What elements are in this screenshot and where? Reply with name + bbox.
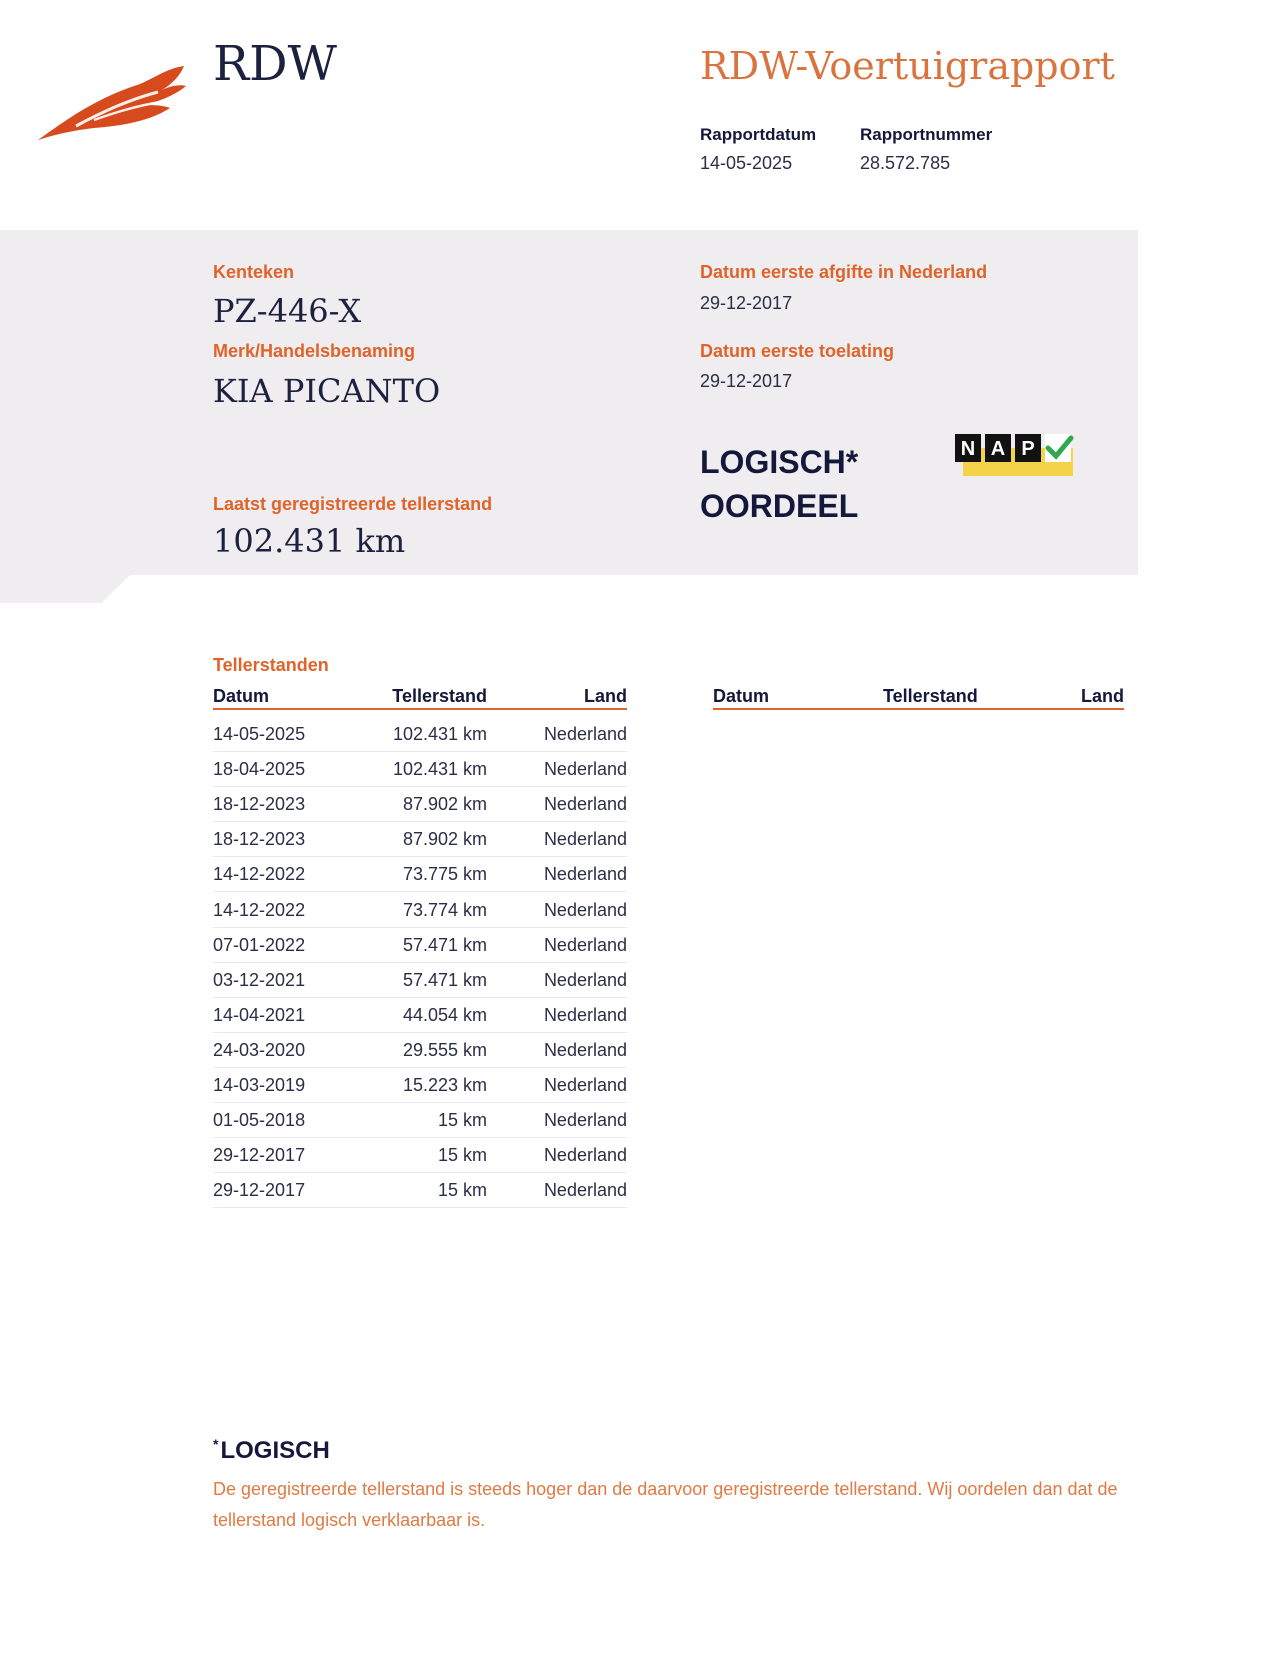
cell-date: 14-12-2022 [213,899,306,920]
cell-country: Nederland [543,1180,627,1201]
cell-odometer: 87.902 km [402,829,487,850]
cell-country: Nederland [543,1110,627,1131]
odometer-label: Laatst geregistreerde tellerstand [213,494,493,514]
report-number-label: Rapportnummer [860,125,993,144]
cell-odometer: 87.902 km [402,794,487,815]
first-issue-nl-label: Datum eerste afgifte in Nederland [700,262,988,282]
report-number: 28.572.785 [860,153,951,173]
cell-odometer: 57.471 km [402,934,487,955]
footnote-title-text: LOGISCH [220,1437,330,1464]
cell-date: 14-05-2025 [213,724,306,744]
report-title: RDW-Voertuigrapport [700,44,1115,88]
cell-odometer: 102.431 km [392,724,487,744]
first-issue-nl-date: 29-12-2017 [700,293,793,313]
cell-date: 18-04-2025 [213,759,306,780]
panel-tab-shape [0,575,130,603]
cell-date: 14-12-2022 [213,864,306,885]
table-row [213,1032,627,1068]
report-date: 14-05-2025 [700,153,793,173]
cell-country: Nederland [543,934,627,955]
first-admission-date: 29-12-2017 [700,371,793,391]
col-header-country: Land [584,686,627,706]
cell-date: 24-03-2020 [213,1039,306,1060]
col-header-date-right: Datum [713,686,770,706]
cell-date: 18-12-2023 [213,829,306,850]
cell-date: 29-12-2017 [213,1180,306,1201]
nap-letter-n: N [960,438,976,460]
cell-odometer: 15 km [437,1145,487,1166]
table-row [213,1067,627,1103]
cell-odometer: 73.774 km [402,899,487,920]
cell-date: 03-12-2021 [213,969,306,990]
table-row [213,786,627,822]
footnote-star: * [213,1436,219,1452]
cell-country: Nederland [543,1145,627,1166]
cell-country: Nederland [543,829,627,850]
cell-date: 07-01-2022 [213,934,306,955]
nap-badge [955,434,1075,478]
cell-date: 14-03-2019 [213,1075,306,1095]
cell-odometer: 73.775 km [402,864,487,885]
cell-country: Nederland [543,759,627,780]
table-header-rule-right [713,708,1124,710]
table-row [213,997,627,1033]
cell-date: 29-12-2017 [213,1145,306,1166]
license-plate: PZ-446-X [213,292,362,330]
cell-date: 18-12-2023 [213,794,306,815]
cell-country: Nederland [543,1075,627,1095]
footnote-text: De geregistreerde tellerstand is steeds hoger dan de daarvoor geregistreerde tellerstand. Wij oordelen dan dat de tellerstand logisch verklaarbaar is. [213,1479,1118,1530]
odometer-verdict [700,440,858,528]
table-row [213,892,627,928]
col-header-country-right: Land [1081,686,1124,706]
nap-letter-p: P [1021,438,1035,460]
cell-odometer: 15 km [437,1110,487,1131]
cell-country: Nederland [543,1004,627,1025]
rdw-logo [36,62,188,144]
table-row [213,1102,627,1138]
cell-country: Nederland [543,724,627,744]
table-header-rule [213,708,627,710]
cell-country: Nederland [543,899,627,920]
last-odometer: 102.431 km [213,522,406,560]
cell-country: Nederland [543,864,627,885]
report-date-label: Rapportdatum [700,125,817,144]
verdict-line-2: OORDEEL [700,488,859,524]
make-label: Merk/Handelsbenaming [213,341,416,361]
cell-odometer: 15.223 km [402,1075,487,1095]
cell-country: Nederland [543,1039,627,1060]
col-header-date: Datum [213,686,270,706]
col-header-odometer-right: Tellerstand [883,686,978,706]
cell-country: Nederland [543,794,627,815]
cell-odometer: 29.555 km [402,1039,487,1060]
cell-country: Nederland [543,969,627,990]
make-model: KIA PICANTO [213,372,441,410]
table-row [213,962,627,998]
table-row [213,821,627,857]
table-row [213,751,627,787]
table-row [213,856,627,892]
first-admission-label: Datum eerste toelating [700,341,895,361]
table-row [213,716,627,752]
cell-odometer: 102.431 km [392,759,487,780]
cell-odometer: 15 km [437,1180,487,1201]
col-header-odometer: Tellerstand [392,686,487,706]
cell-date: 14-04-2021 [213,1004,306,1025]
footnote-title [213,1436,330,1465]
table-row [213,1137,627,1173]
nap-letter-a: A [990,438,1006,460]
cell-date: 01-05-2018 [213,1110,306,1131]
table-row [213,927,627,963]
verdict-line-1: LOGISCH* [700,444,859,480]
brand-name: RDW [213,36,337,92]
cell-odometer: 57.471 km [402,969,487,990]
odometer-table-title: Tellerstanden [213,655,329,675]
table-row [213,1172,627,1208]
plate-label: Kenteken [213,262,295,282]
cell-odometer: 44.054 km [402,1004,487,1025]
